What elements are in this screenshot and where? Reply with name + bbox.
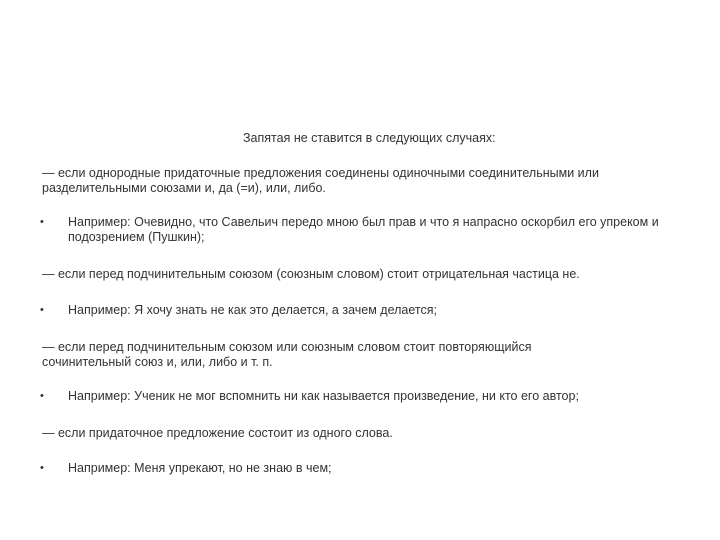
bullet-icon: • [40,304,44,316]
page-title: Запятая не ставится в следующих случаях: [243,131,496,145]
example-text: Например: Очевидно, что Савельич передо мною был прав и что я напрасно оскорбил его упреком и подозрением (Пушкин); [68,215,659,244]
example-text: Например: Меня упрекают, но не знаю в чем; [68,461,332,475]
rule-text: — если перед подчинительным союзом или союзным словом стоит повторяющийся сочинительный союз и, или, либо и т. п. [42,340,532,369]
bullet-icon: • [40,462,44,474]
rule-text: — если придаточное предложение состоит из одного слова. [42,426,393,440]
rule-text: — если перед подчинительным союзом (союзным словом) стоит отрицательная частица не. [42,267,580,281]
example-text: Например: Я хочу знать не как это делается, а зачем делается; [68,303,437,317]
bullet-icon: • [40,216,44,228]
rule-text: — если однородные придаточные предложения соединены одиночными соединительными или разделительными союзами и, да (=и), или, либо. [42,166,599,195]
example-text: Например: Ученик не мог вспомнить ни как называется произведение, ни кто его автор; [68,389,579,403]
bullet-icon: • [40,390,44,402]
